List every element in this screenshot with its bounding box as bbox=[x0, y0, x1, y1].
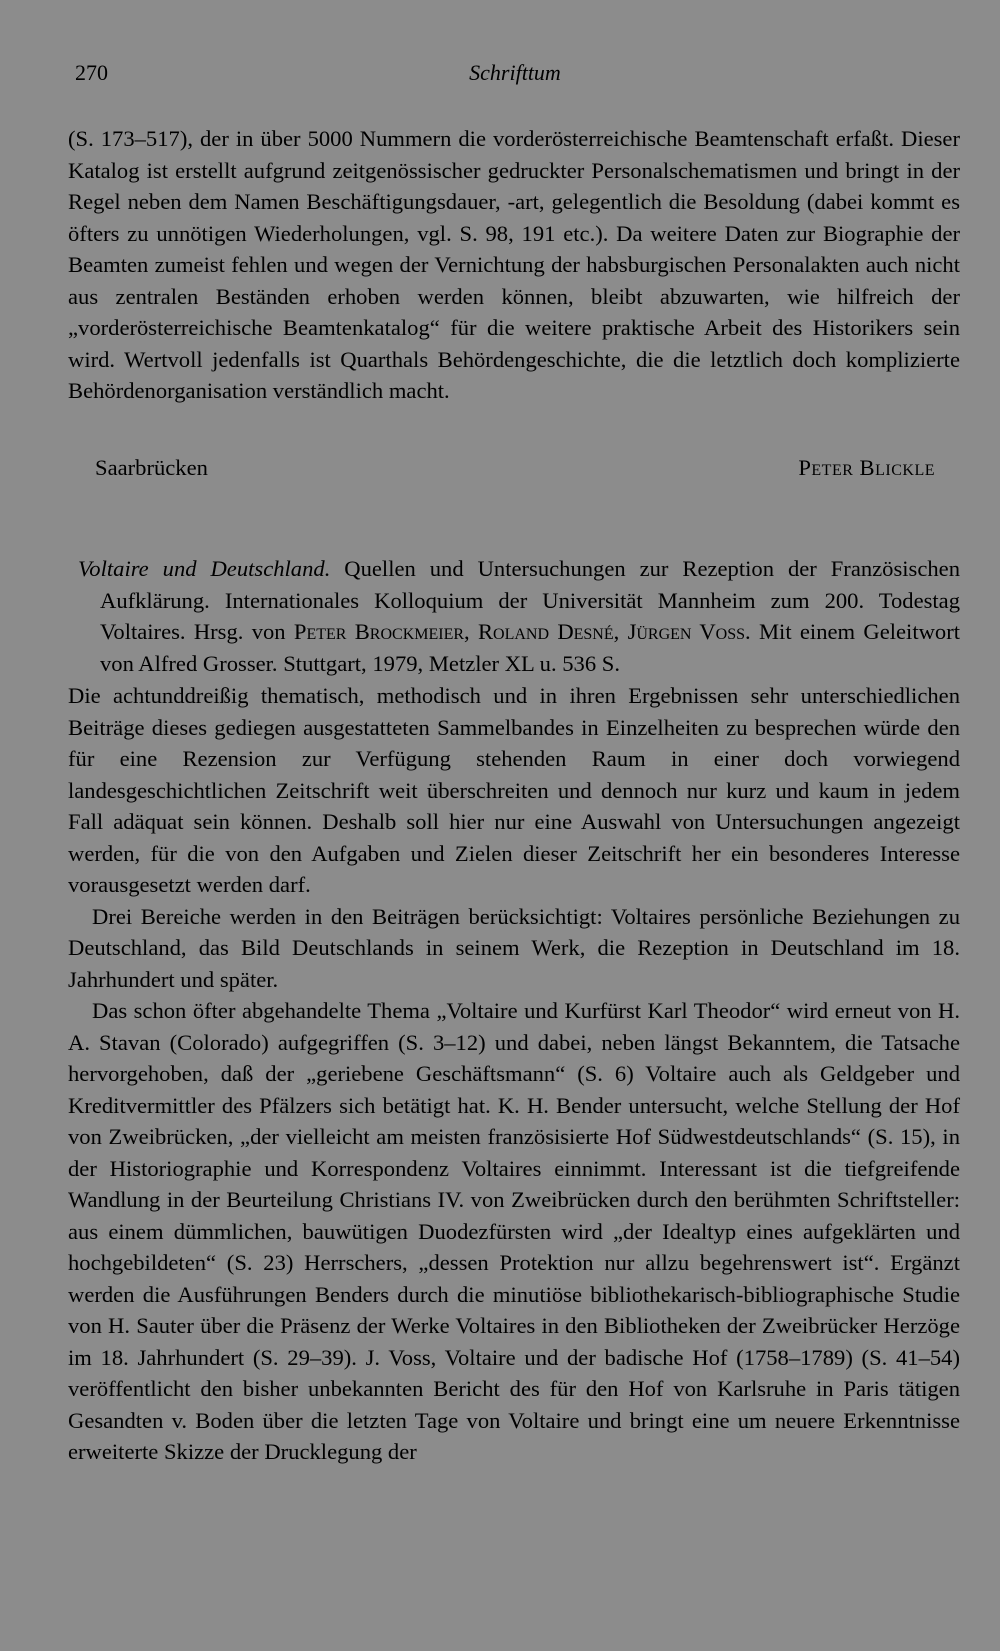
running-head: Schrifttum bbox=[469, 60, 561, 85]
book-subtitle: Quellen und Untersuchungen zur Rezeption der Französischen Aufklärung. Internationales Kolloquium der Universität Mannheim zum 200. Todestag Voltaires. Hrsg. von bbox=[100, 556, 960, 644]
body-paragraph: Drei Bereiche werden in den Beiträgen berücksichtigt: Voltaires persönliche Beziehungen zu Deutschland, das Bild Deutschlands in seinem Werk, die Rezeption in Deutschland im 18. Jahrhundert und später. bbox=[68, 903, 960, 992]
separator: , bbox=[613, 619, 628, 644]
publication-details: . Mit einem Geleitwort von Alfred Grosser. Stuttgart, 1979, Metzler XL u. 536 S. bbox=[100, 619, 961, 676]
body-paragraph: Das schon öfter abgehandelte Thema „Voltaire und Kurfürst Karl Theodor“ wird erneut von H. A. Stavan (Colorado) aufgegriffen (S. 3–12) und dabei, neben längst Bekanntem, die Tatsache hervorgehoben, daß der „geriebene Geschäftsmann“ (S. 6) Voltaire auch als Geldgeber und Kreditvermittler des Pfälzers sich betätigt hat. K. H. Bender untersucht, welche Stellung der Hof von Zweibrücken, „der vielleicht am meisten französisierte Hof Südwestdeutschlands“ (S. 15), in der Historiographie und Korrespondenz Voltaires einnimmt. Interessant ist die tiefgreifende Wandlung in der Beurteilung Christians IV. von Zweibrücken durch den berühmten Schriftsteller: aus einem dümmlichen, bauwütigen Duodezfürsten wird „der Idealtyp eines aufgeklärten und hochgebildeten“ (S. 23) Herrschers, „dessen Protektion nur allzu begehrenswert ist“. Ergänzt werden die Ausführungen Benders durch die minutiöse bibliothekarisch-bibliographische Studie von H. Sauter über die Präsenz der Werke Voltaires in den Bibliotheken der Zweibrücker Herzöge im 18. Jahrhundert (S. 29–39). J. Voss, Voltaire und der badische Hof (1758–1789) (S. 41–54) veröffentlicht den bisher unbekannten Bericht des für den Hof von Karlsruhe in Paris tätigen Gesandten v. Boden über die letzten Tage von Voltaire und bringt eine um neuere Erkenntnisse erweiterte Skizze der Drucklegung der bbox=[68, 998, 960, 1464]
book-title: Voltaire und Deutschland. bbox=[78, 556, 331, 581]
review-body bbox=[68, 680, 960, 1468]
editor-name: Peter Brockmeier bbox=[293, 619, 465, 644]
body-paragraph: Die achtunddreißig thematisch, methodisch und in ihren Ergebnissen sehr unterschiedlichen Beiträge dieses gediegen ausgestatteten Sammelbandes in Einzelheiten zu besprechen würde den für eine Rezension zur Verfügung stehenden Raum in einer doch vorwiegend landesgeschichtlichen Zeitschrift weit überschreiten und dennoch nur kurz und kaum in jedem Fall adäquat sein können. Deshalb soll hier nur eine Auswahl von Untersuchungen angezeigt werden, für die von den Aufgaben und Zielen dieser Zeitschrift her ein besonderes Interesse vorausgesetzt werden darf. bbox=[68, 683, 960, 897]
page-number: 270 bbox=[75, 60, 108, 85]
page-header bbox=[75, 52, 955, 92]
editor-name: Jürgen Voss bbox=[627, 619, 746, 644]
reviewer-place: Saarbrücken bbox=[95, 455, 208, 480]
reviewer-name: Peter Blickle bbox=[798, 455, 935, 480]
separator: , bbox=[464, 619, 478, 644]
editor-name: Roland Desné bbox=[477, 619, 614, 644]
body-paragraph: (S. 173–517), der in über 5000 Nummern die vorderösterreichische Beamtenschaft erfaßt. Dieser Katalog ist erstellt aufgrund zeitgenössischer gedruckter Personalschematismen und bringt in der Regel neben dem Namen Beschäftigungsdauer, -art, gelegentlich die Besoldung (dabei kommt es öfters zu unnötigen Wiederholungen, vgl. S. 98, 191 etc.). Da weitere Daten zur Biographie der Beamten zumeist fehlen und wegen der Vernichtung der habsburgischen Personalakten auch nicht aus zentralen Beständen erhoben werden können, bleibt abzuwarten, wie hilfreich der „vorderösterreichische Beamtenkatalog“ für die weitere praktische Arbeit des Historikers sein wird. Wertvoll jedenfalls ist Quarthals Behördengeschichte, die die letztlich doch komplizierte Behördenorganisation verständlich macht. bbox=[68, 126, 960, 403]
bibliographic-entry bbox=[78, 553, 960, 679]
review-continuation bbox=[68, 123, 960, 407]
